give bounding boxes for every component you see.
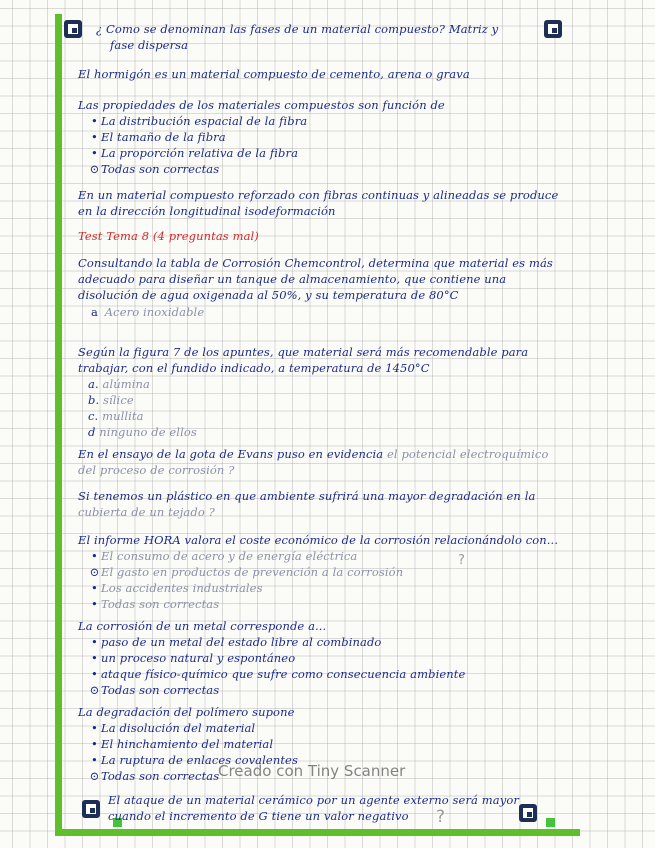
option-line: ⊙ Todas son correctas <box>89 683 220 697</box>
option-line: • un proceso natural y espontáneo <box>88 651 295 665</box>
option-line: a. alúmina <box>88 377 150 391</box>
binder-hole-bottom-left-icon <box>82 800 100 818</box>
test-heading: Test Tema 8 (4 preguntas mal) <box>78 229 259 243</box>
note-line-16: El informe HORA valora el coste económico de la corrosión relacionándolo con... <box>78 533 559 547</box>
note-line-14: Si tenemos un plástico en que ambiente sufrirá una mayor degradación en la <box>78 489 536 503</box>
option-line: • ataque físico-químico que sufre como consecuencia ambiente <box>88 667 465 681</box>
option-line: ⊙ El gasto en productos de prevención a la corrosión <box>89 565 404 579</box>
option-line: • La distribución espacial de la fibra <box>88 114 307 128</box>
note-line-13: del proceso de corrosión ? <box>78 463 235 477</box>
binder-hole-bottom-right-icon <box>519 804 537 822</box>
note-line-15: cubierta de un tejado ? <box>78 505 215 519</box>
circled-choice-icon: ⊙ <box>89 162 100 176</box>
circled-choice-icon: ⊙ <box>89 769 100 783</box>
note-line-18: La degradación del polímero supone <box>78 705 295 719</box>
option-line: • Todas son correctas <box>88 597 219 611</box>
note-line-17: La corrosión de un metal corresponde a... <box>78 619 327 633</box>
option-line: b. sílice <box>88 393 134 407</box>
option-line: • El tamaño de la fibra <box>88 130 226 144</box>
bullet-icon: • <box>91 549 98 563</box>
note-line-3: El hormigón es un material compuesto de cemento, arena o grava <box>78 67 470 81</box>
note-line-2: fase dispersa <box>110 38 189 52</box>
bottom-green-border <box>55 829 580 836</box>
left-green-border <box>55 14 62 836</box>
option-line: ⊙ Todas son correctas <box>89 162 220 176</box>
bullet-icon: • <box>91 146 98 160</box>
option-line: • La proporción relativa de la fibra <box>88 146 298 160</box>
pencil-question-mark: ? <box>458 553 465 568</box>
note-line-4: Las propiedades de los materiales compuestos son función de <box>78 98 445 112</box>
note-line-9: disolución de agua oxigenada al 50%, y su temperatura de 80°C <box>78 288 459 302</box>
note-line-12: En el ensayo de la gota de Evans puso en evidencia el potencial electroquímico <box>78 447 549 461</box>
bullet-icon: • <box>91 597 98 611</box>
bullet-icon: • <box>91 753 98 767</box>
bullet-icon: • <box>91 721 98 735</box>
pencil-question-mark: ? <box>436 807 446 827</box>
option-line: • El hinchamiento del material <box>88 737 273 751</box>
binder-hole-top-left-icon <box>64 20 82 38</box>
option-line: a Acero inoxidable <box>88 305 204 319</box>
option-line: • paso de un metal del estado libre al combinado <box>88 635 381 649</box>
bullet-icon: • <box>91 667 98 681</box>
green-corner-square-right-icon <box>546 818 555 827</box>
option-line: c. mullita <box>88 409 144 423</box>
bullet-icon: • <box>91 737 98 751</box>
note-line-10: Según la figura 7 de los apuntes, que material será más recomendable para <box>78 345 529 359</box>
note-line-19: El ataque de un material cerámico por un agente externo será mayor <box>108 793 519 807</box>
option-line: • Los accidentes industriales <box>88 581 263 595</box>
option-line: d ninguno de ellos <box>88 425 197 439</box>
scanner-watermark: Creado con Tiny Scanner <box>218 762 406 780</box>
circled-choice-icon: ⊙ <box>89 565 100 579</box>
binder-hole-top-right-icon <box>544 20 562 38</box>
circled-choice-icon: a <box>91 305 98 319</box>
bullet-icon: • <box>91 130 98 144</box>
option-line: • La disolución del material <box>88 721 255 735</box>
option-line: • El consumo de acero y de energía eléctrica <box>88 549 357 563</box>
note-line-8: adecuado para diseñar un tanque de almacenamiento, que contiene una <box>78 272 507 286</box>
bullet-icon: • <box>91 651 98 665</box>
option-line: ⊙ Todas son correctas <box>89 769 220 783</box>
note-line-11: trabajar, con el fundido indicado, a temperatura de 1450°C <box>78 361 430 375</box>
note-line-5: En un material compuesto reforzado con fibras continuas y alineadas se produce <box>78 188 559 202</box>
note-line-7: Consultando la tabla de Corrosión Chemcontrol, determina que material es más <box>78 256 553 270</box>
note-line-1: ¿ Como se denominan las fases de un material compuesto? Matriz y <box>96 22 499 36</box>
bullet-icon: • <box>91 635 98 649</box>
note-line-20: cuando el incremento de G tiene un valor negativo <box>108 809 409 823</box>
circled-choice-icon: ⊙ <box>89 683 100 697</box>
bullet-icon: • <box>91 114 98 128</box>
note-line-6: en la dirección longitudinal isodeformación <box>78 204 336 218</box>
bullet-icon: • <box>91 581 98 595</box>
option-line: • La ruptura de enlaces covalentes <box>88 753 298 767</box>
